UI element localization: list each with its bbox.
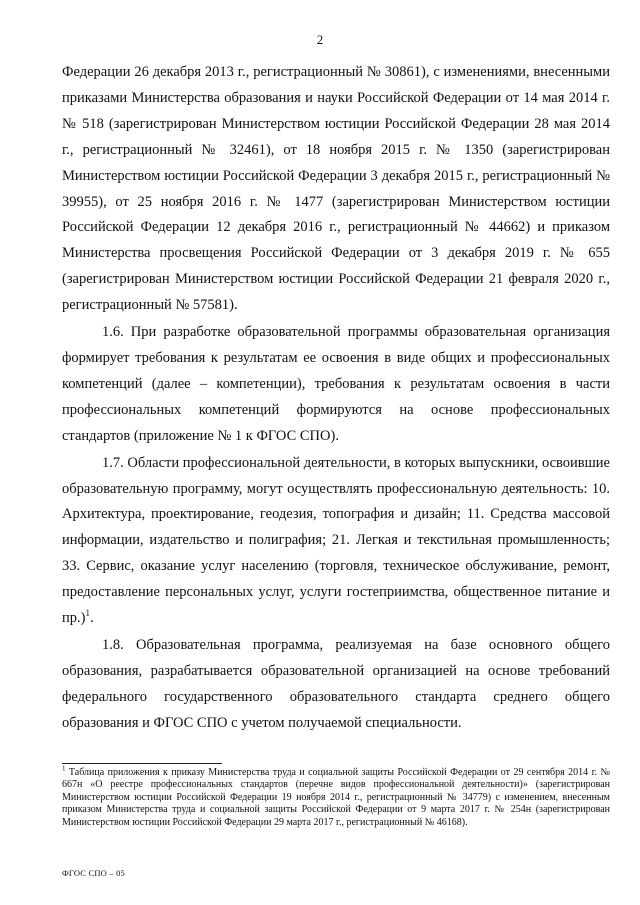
footnote bbox=[62, 764, 611, 829]
paragraph-1-7-text: 1.7. Области профессиональной деятельности, в которых выпускники, освоившие образовательную программу, могут осуществлять профессиональную деятельность: 10. Архитектура, проектирование, геодезия, топография и дизайн; 11. Средства массовой информации, издательство и полиграфия; 21. Легкая и текстильная промышленность; 33. Сервис, оказание услуг населению (торговля, техническое обслуживание, ремонт, предоставление персональных услуг, услуги гостеприимства, общественное питание и пр.) bbox=[62, 454, 610, 627]
page-number: 2 bbox=[316, 32, 324, 47]
footnote-separator bbox=[62, 763, 222, 764]
footnote-marker: 1 bbox=[62, 764, 66, 773]
footnote-reference: 1 bbox=[85, 608, 90, 619]
form-code: ФГОС СПО – 05 bbox=[62, 868, 126, 878]
paragraph-continuation: Федерации 26 декабря 2013 г., регистрационный № 30861), с изменениями, внесенными приказами Министерства образования и науки Российской Федерации от 14 мая 2014 г. № 518 (зарегистрирован Министерством юстиции Российской Федерации 28 мая 2014 г., регистрационный № 32461), от 18 ноября 2015 г. № 1350 (зарегистрирован Министерством юстиции Российской Федерации 3 декабря 2015 г., регистрационный № 39955), от 25 ноября 2016 г. № 1477 (зарегистрирован Министерством юстиции Российской Федерации 12 декабря 2016 г., регистрационный № 44662) и приказом Министерства просвещения Российской Федерации от 3 декабря 2019 г. № 655 (зарегистрирован Министерством юстиции Российской Федерации 21 февраля 2020 г., регистрационный № 57581). bbox=[62, 64, 610, 314]
paragraph-1-8: 1.8. Образовательная программа, реализуемая на базе основного общего образования, разрабатывается образовательной организацией на основе требований федерального государственного образовательного стандарта среднего общего образования и ФГОС СПО с учетом получаемой специальности. bbox=[62, 636, 610, 731]
paragraph-1-6: 1.6. При разработке образовательной программы образовательная организация формирует требования к результатам ее освоения в виде общих и профессиональных компетенций (далее – компетенции), требования к результатам освоения в части профессиональных компетенций формируются на основе профессиональных стандартов (приложение № 1 к ФГОС СПО). bbox=[62, 324, 610, 444]
footnote-text: Таблица приложения к приказу Министерства труда и социальной защиты Российской Федерации от 29 сентября 2014 г. № 667н «О реестре профессиональных стандартов (перечне видов профессиональной деятельности)» (зарегистрирован Министерством юстиции Российской Федерации 19 ноября 2014 г., регистрационный № 34779) с изменением, внесенным приказом Министерства труда и социальной защиты Российской Федерации от 9 марта 2017 г. № 254н (зарегистрирован Министерством юстиции Российской Федерации 29 марта 2017 г., регистрационный № 46168). bbox=[62, 767, 611, 828]
body-text bbox=[62, 60, 610, 737]
paragraph-1-7: 1.7. Области профессиональной деятельности, в которых выпускники, освоившие образовательную программу, могут осуществлять профессиональную деятельность: 10. Архитектура, проектирование, геодезия, топография и дизайн; 11. Средства массовой информации, издательство и полиграфия; 21. Легкая и текстильная промышленность; 33. Сервис, оказание услуг населению (торговля, техническое обслуживание, ремонт, предоставление персональных услуг, услуги гостеприимства, общественное питание и пр.)$^1$. bbox=[62, 454, 610, 627]
